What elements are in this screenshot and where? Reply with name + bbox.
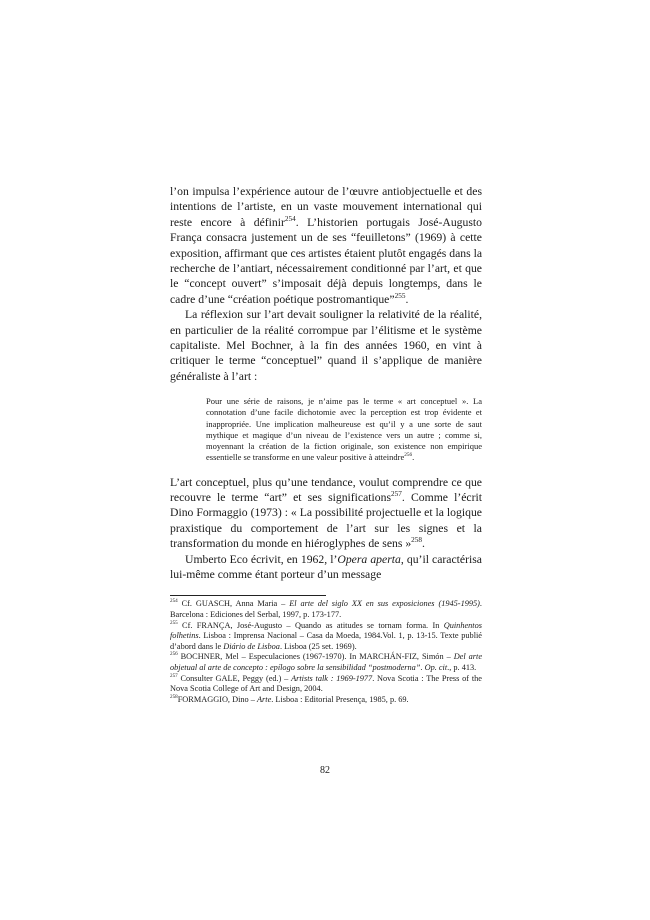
footnote-ref: 257	[170, 672, 178, 679]
footnote-254	[170, 599, 482, 620]
text-run: .	[420, 662, 425, 672]
footnote-ref: 258	[411, 536, 423, 545]
text-run: Pour une série de raisons, je n’aime pas le terme « art conceptuel ». La connotation d’une facile dichotomie avec la perception est trop évidente et inappropriée. Une implication malheureuse est qu’il y a une sorte de saut mythique et magique d’un niveau de l’existence vers un autre ; comme si, moyennant la création de la fiction originale, son existence non empirique essentielle se transforme en une valeur positive à atteindre	[206, 396, 482, 463]
page-number: 82	[320, 765, 330, 776]
text-run: l’on impulsa l’expérience autour de l’œuvre antiobjectuelle et des intentions de l’artiste, en un vaste mouvement international qui reste encore à définir	[170, 185, 482, 229]
footnote-separator	[170, 595, 326, 596]
paragraph-3	[170, 475, 482, 552]
text-run: , qu’il caractérisa lui-même comme étant porteur d’un message	[170, 552, 482, 581]
text-run: Cf. FRANÇA, José-Augusto – Quando as atitudes se tornam forma. In	[177, 620, 444, 630]
footnote-ref: 257	[391, 490, 402, 499]
paragraph-4	[170, 552, 482, 583]
italic-text: Artists talk : 1969-1977	[291, 673, 373, 683]
text-run: . Comme l’écrit Dino Formaggio (1973) : « La possibilité projectuelle et la logique praxistique du comportement de l’art sur les signes et la transformation du monde en hiéroglyphes de sens »	[170, 490, 482, 551]
paragraph-2	[170, 307, 482, 384]
text-run: Cf. GUASCH, Anna Maria –	[177, 599, 290, 609]
text-run: . L’historien portugais José-Augusto França consacra justement un de ses “feuilletons” (1969) à cette exposition, affirmant que ces artistes étaient plutôt engagés dans la recherche de l’antiart, nécessairement conditionné par l’art, et que le “concept ouvert” s’imposait déjà depuis longtemps, dans le cadre d’une “création poétique postromantique”	[170, 215, 483, 306]
footnote-ref: 256	[404, 452, 413, 459]
footnote-257	[170, 674, 482, 695]
footnote-ref: 255	[394, 291, 406, 300]
footnote-256	[170, 652, 482, 673]
text-run: .	[405, 292, 409, 306]
italic-text: Op. cit	[424, 662, 448, 672]
italic-text: El arte del siglo XX en sus exposiciones (1945-1995)	[289, 599, 480, 609]
italic-text: Diário de Lisboa	[223, 641, 280, 651]
text-run: FORMAGGIO, Dino –	[177, 694, 257, 704]
footnote-ref: 255	[170, 619, 178, 626]
text-run: . Lisboa : Editorial Presença, 1985, p. 69.	[271, 694, 409, 704]
text-run: L’art conceptuel, plus qu’une tendance, voulut comprendre ce que recouvre le terme “art” et ses significations	[170, 475, 482, 504]
footnote-258	[170, 695, 482, 706]
page-content	[170, 184, 482, 705]
italic-text: Arte	[256, 694, 272, 704]
italic-text: Del arte objetual al arte de concepto : epílogo sobre la sensibilidad “postmoderna”	[170, 652, 482, 672]
italic-text: Opera aperta	[337, 552, 401, 566]
text-run: .	[412, 452, 415, 463]
text-run: Consulter GALE, Peggy (ed.) –	[177, 673, 292, 683]
text-run: BOCHNER, Mel – Especulaciones (1967-1970). In MARCHÁN-FIZ, Simón –	[177, 652, 454, 662]
text-run: . Nova Scotia : The Press of the Nova Scotia College of Art and Design, 2004.	[170, 673, 482, 694]
text-run: . Lisboa : Imprensa Nacional – Casa da Moeda, 1984.Vol. 1, p. 13-15. Texte publié d’abord dans le	[170, 631, 482, 651]
text-run: . Barcelona : Ediciones del Serbal, 1997, p. 173-177.	[170, 599, 482, 619]
text-run: Umberto Eco écrivit, en 1962, l’	[185, 552, 338, 566]
footnote-ref: 256	[170, 651, 178, 658]
italic-text: Quinhentos folhetins	[170, 620, 482, 641]
text-run: . Lisboa (25 set. 1969).	[279, 641, 357, 651]
footnote-ref: 258	[170, 693, 178, 700]
text-run: La réflexion sur l’art devait souligner la relativité de la réalité, en particulier de la réalité corrompue par l’élitisme et le système capitaliste. Mel Bochner, à la fin des années 1960, en vint à critiquer le terme “conceptuel” quand il s’applique de manière généraliste à l’art :	[170, 308, 482, 383]
footnotes	[170, 599, 482, 705]
footnote-ref: 254	[284, 214, 296, 223]
text-run: .	[422, 537, 425, 551]
paragraph-1	[170, 184, 482, 307]
footnote-255	[170, 621, 482, 653]
footnote-ref: 254	[170, 598, 178, 605]
text-run: ., p. 413.	[447, 662, 477, 672]
block-quote	[206, 396, 482, 463]
